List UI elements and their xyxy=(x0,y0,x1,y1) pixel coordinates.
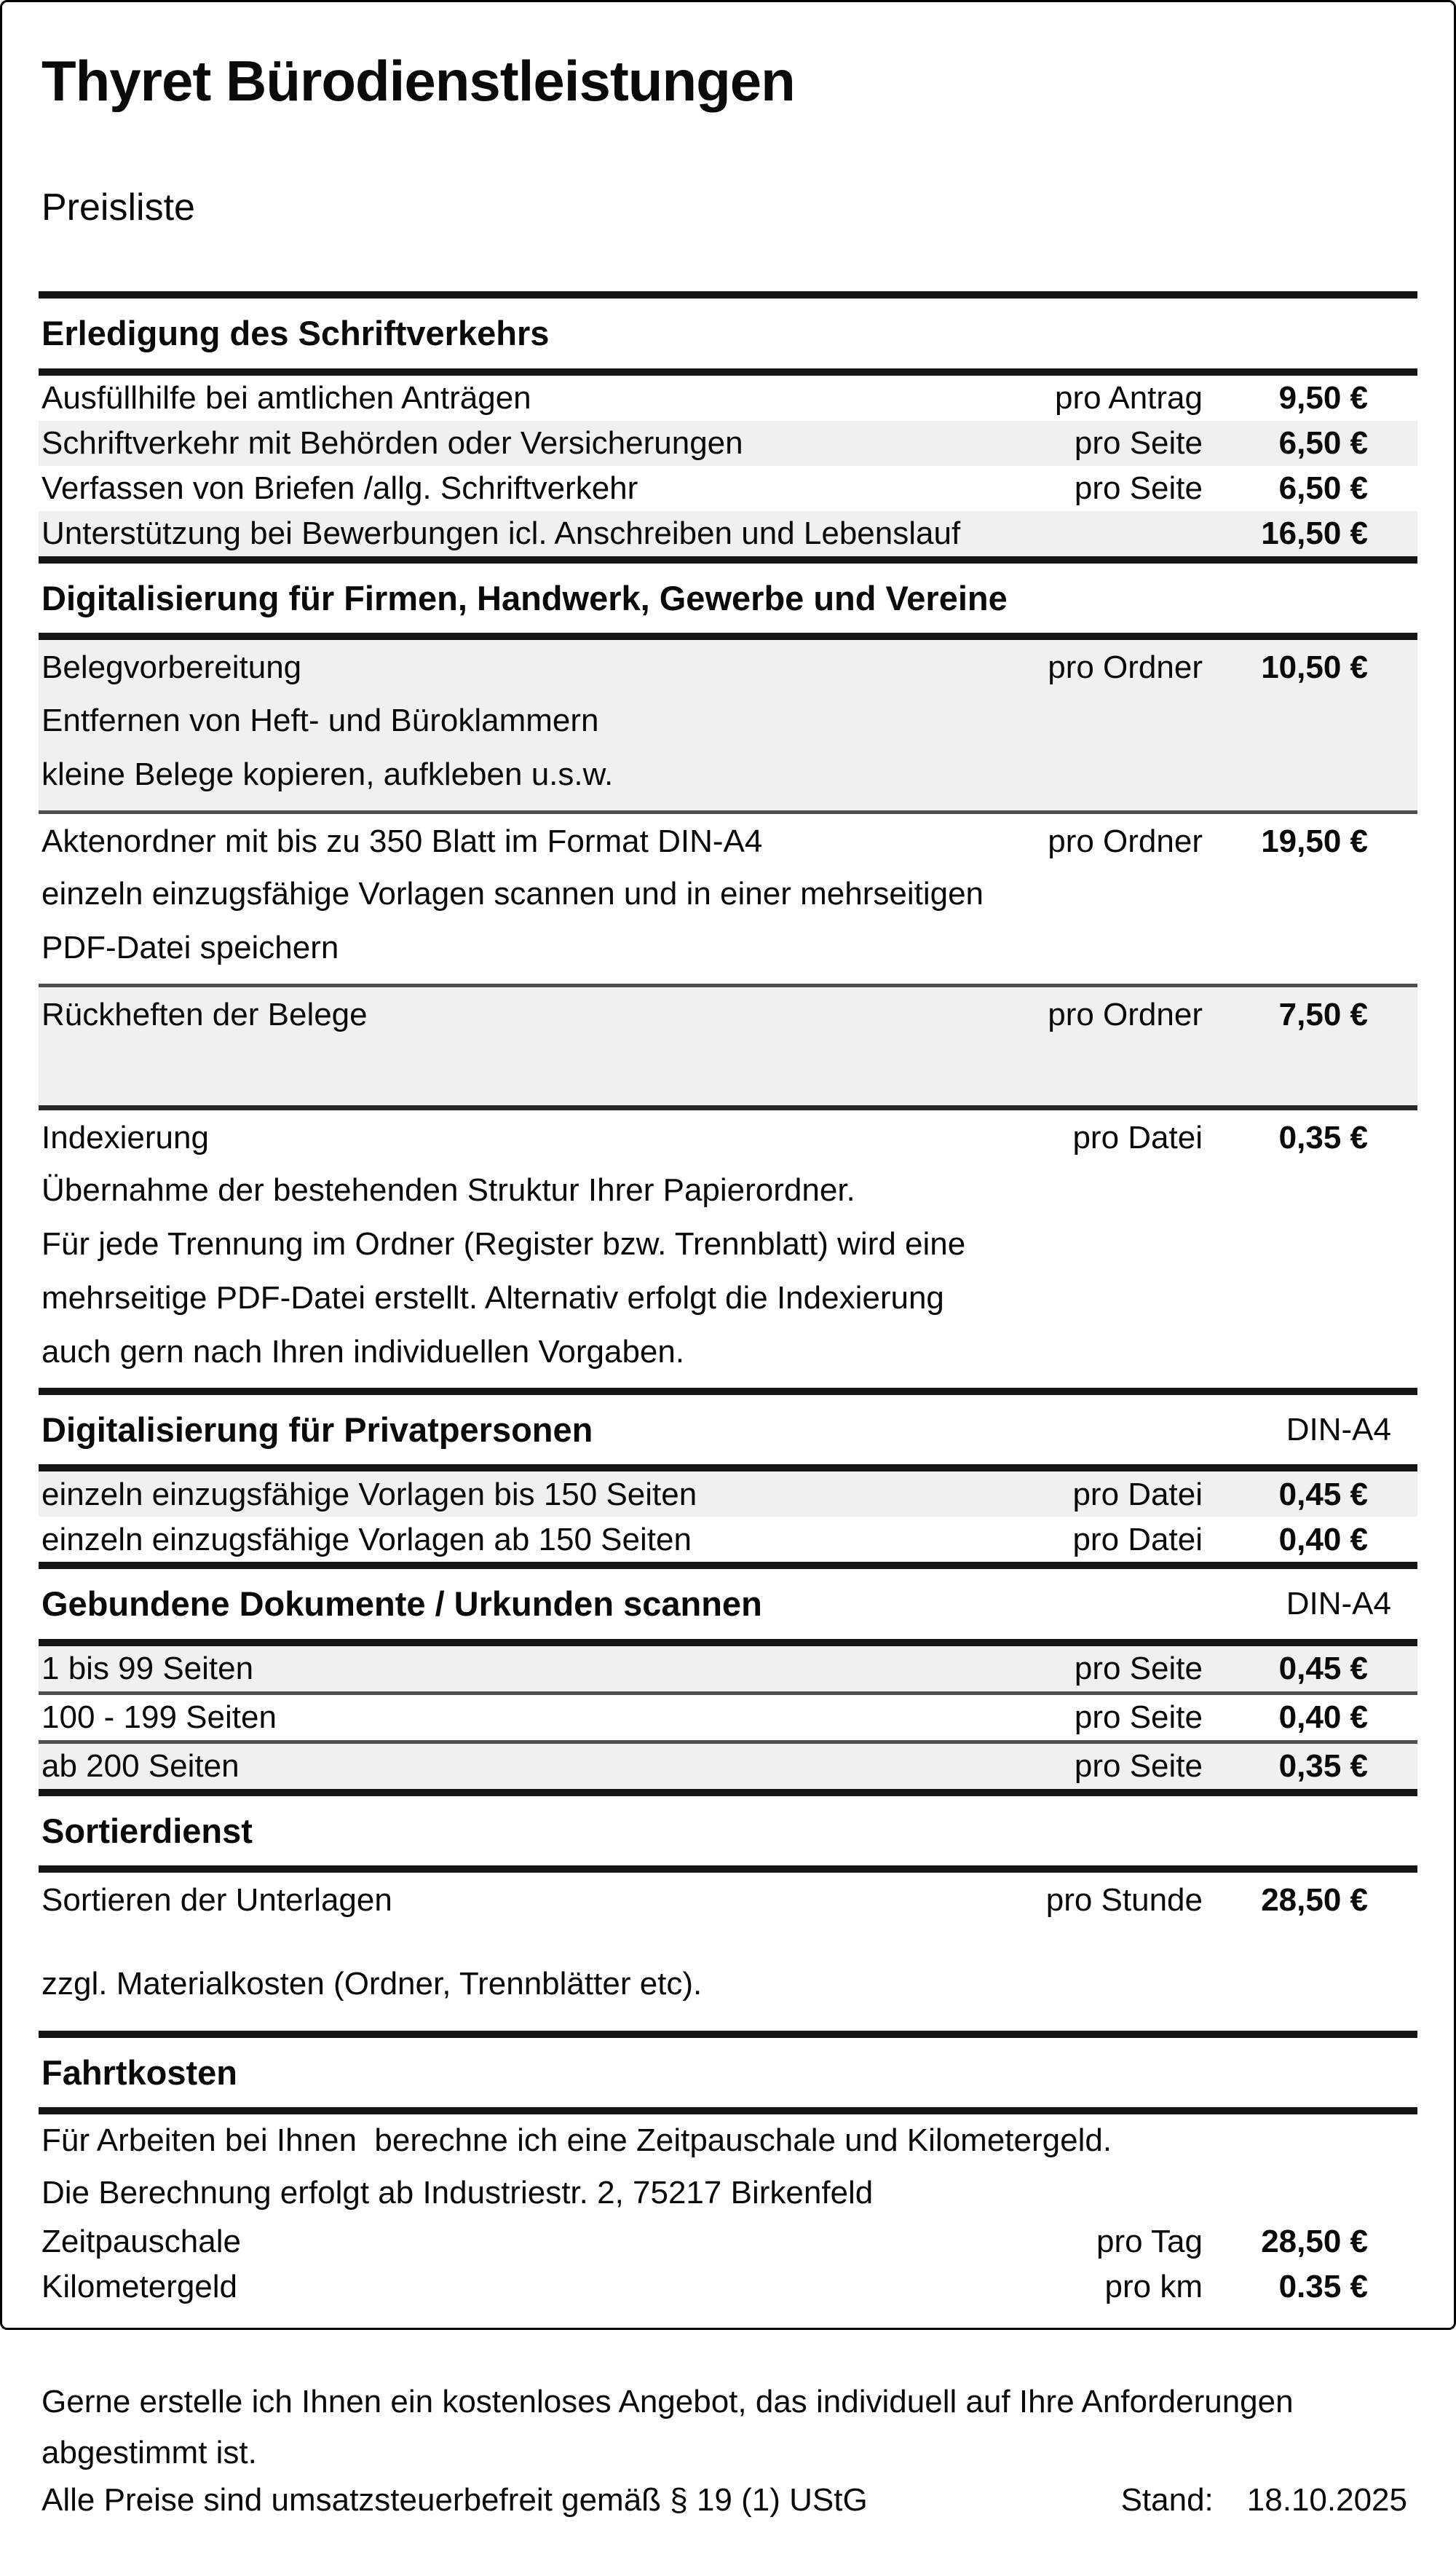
row-note: einzeln einzugsfähige Vorlagen scannen und in einer mehrseitigen xyxy=(41,876,984,912)
row-label: Kilometergeld xyxy=(41,2269,238,2305)
row-label: Aktenordner mit bis zu 350 Blatt im Format DIN-A4 xyxy=(41,823,763,859)
table-row-group xyxy=(39,814,1417,984)
row-unit: pro Datei xyxy=(1072,1119,1203,1155)
row-unit: pro Seite xyxy=(1074,425,1203,462)
row-unit: pro Seite xyxy=(1074,470,1203,507)
section-intro-line: Die Berechnung erfolgt ab Industriestr. 2, 75217 Birkenfeld xyxy=(41,2175,874,2211)
section-divider xyxy=(39,1464,1417,1471)
row-label: Schriftverkehr mit Behörden oder Versicherungen xyxy=(41,425,743,462)
row-price: 28,50 € xyxy=(1261,1882,1368,1919)
section-title: Digitalisierung für Firmen, Handwerk, Gewerbe und Vereine xyxy=(41,578,1008,617)
row-price: 0,40 € xyxy=(1278,1699,1368,1736)
table-row-group xyxy=(39,1110,1417,1388)
table-row xyxy=(39,2264,1417,2310)
row-unit: pro km xyxy=(1104,2269,1203,2305)
row-price: 0,35 € xyxy=(1278,1748,1368,1785)
row-unit: pro Seite xyxy=(1074,1748,1203,1785)
row-price: 10,50 € xyxy=(1261,649,1368,686)
row-divider xyxy=(39,1105,1417,1110)
row-label: Verfassen von Briefen /allg. Schriftverkehr xyxy=(41,470,638,507)
row-note: Übernahme der bestehenden Struktur Ihrer Papierordner. xyxy=(41,1172,855,1208)
row-label: ab 200 Seiten xyxy=(41,1748,240,1785)
row-price: 0,45 € xyxy=(1278,1476,1368,1512)
section-header-sortierdienst xyxy=(39,1796,1417,1865)
row-note: PDF-Datei speichern xyxy=(41,930,339,966)
row-label: Zeitpauschale xyxy=(41,2224,241,2260)
row-label: 1 bis 99 Seiten xyxy=(41,1651,254,1687)
row-label: Rückheften der Belege xyxy=(41,997,368,1033)
table-row xyxy=(39,1471,1417,1517)
row-unit: pro Seite xyxy=(1074,1699,1203,1736)
section-header-digitalisierung-firmen xyxy=(39,564,1417,633)
section-title: Digitalisierung für Privatpersonen xyxy=(41,1410,593,1449)
section-header-gebundene-dokumente xyxy=(39,1569,1417,1638)
section-divider xyxy=(39,1865,1417,1873)
table-row xyxy=(39,1744,1417,1789)
row-label: einzeln einzugsfähige Vorlagen ab 150 Seiten xyxy=(41,1521,692,1557)
section-divider xyxy=(39,291,1417,299)
table-row xyxy=(39,1517,1417,1562)
row-price: 0,45 € xyxy=(1278,1651,1368,1687)
row-note: Für jede Trennung im Ordner (Register bzw. Trennblatt) wird eine xyxy=(41,1225,966,1262)
row-unit: pro Ordner xyxy=(1048,997,1203,1033)
row-price: 6,50 € xyxy=(1278,470,1368,507)
table-row xyxy=(39,1873,1417,1927)
section-divider xyxy=(39,1639,1417,1646)
row-note: kleine Belege kopieren, aufkleben u.s.w. xyxy=(41,756,614,792)
version-date xyxy=(1121,2478,1417,2521)
section-header-fahrtkosten xyxy=(39,2038,1417,2107)
row-unit: pro Seite xyxy=(1074,1651,1203,1687)
row-price: 19,50 € xyxy=(1261,823,1368,859)
table-row xyxy=(39,2219,1417,2264)
section-header-schriftverkehr xyxy=(39,299,1417,368)
row-note: Entfernen von Heft- und Büroklammern xyxy=(41,702,599,738)
row-label: einzeln einzugsfähige Vorlagen bis 150 Seiten xyxy=(41,1476,697,1512)
section-header-digitalisierung-privat xyxy=(39,1395,1417,1464)
table-row-group xyxy=(39,987,1417,1105)
row-price: 6,50 € xyxy=(1278,425,1368,462)
table-row xyxy=(39,987,1417,1042)
table-row xyxy=(39,511,1417,556)
table-row-group xyxy=(39,1873,1417,2030)
section-divider xyxy=(39,556,1417,564)
row-unit: pro Ordner xyxy=(1048,823,1203,859)
table-row xyxy=(39,1646,1417,1691)
section-divider xyxy=(39,1562,1417,1569)
table-row xyxy=(39,466,1417,511)
stand-date: 18.10.2025 xyxy=(1246,2482,1407,2519)
section-divider xyxy=(39,2031,1417,2038)
tax-exemption-note: Alle Preise sind umsatzsteuerbefreit gemäß § 19 (1) UStG xyxy=(41,2482,868,2519)
table-row xyxy=(39,814,1417,869)
section-format-label: DIN-A4 xyxy=(1286,1411,1391,1447)
section-divider xyxy=(39,368,1417,376)
table-row xyxy=(39,1695,1417,1740)
section-title: Sortierdienst xyxy=(41,1811,253,1850)
section-divider xyxy=(39,1789,1417,1796)
row-label: Indexierung xyxy=(41,1119,209,1155)
row-note: auch gern nach Ihren individuellen Vorgaben. xyxy=(41,1333,685,1370)
row-price: 28,50 € xyxy=(1261,2224,1368,2260)
table-row xyxy=(39,640,1417,695)
section-title: Fahrtkosten xyxy=(41,2053,237,2092)
page-subtitle: Preisliste xyxy=(41,186,195,229)
page-title: Thyret Bürodienstleistungen xyxy=(41,49,795,113)
row-note: zzgl. Materialkosten (Ordner, Trennblätter etc). xyxy=(41,1965,703,2002)
table-row xyxy=(39,1110,1417,1165)
table-row xyxy=(39,421,1417,466)
row-label: Ausfüllhilfe bei amtlichen Anträgen xyxy=(41,380,531,416)
row-note: mehrseitige PDF-Datei erstellt. Alternativ erfolgt die Indexierung xyxy=(41,1279,944,1316)
row-unit: pro Tag xyxy=(1096,2224,1203,2260)
section-title: Gebundene Dokumente / Urkunden scannen xyxy=(41,1584,762,1624)
section-intro-line: Für Arbeiten bei Ihnen berechne ich eine Zeitpauschale und Kilometergeld. xyxy=(41,2122,1112,2159)
footer xyxy=(39,2478,1417,2552)
row-label: 100 - 199 Seiten xyxy=(41,1699,277,1736)
row-label: Sortieren der Unterlagen xyxy=(41,1882,392,1919)
closing-paragraph: Gerne erstelle ich Ihnen ein kostenloses Angebot, das individuell auf Ihre Anforderungen abgestimmt ist. xyxy=(41,2384,1294,2471)
section-divider xyxy=(39,1388,1417,1395)
section-divider xyxy=(39,633,1417,640)
row-unit: pro Ordner xyxy=(1048,649,1203,686)
table-row-group xyxy=(39,640,1417,810)
row-price: 0.35 € xyxy=(1278,2269,1368,2305)
row-unit: pro Stunde xyxy=(1045,1882,1203,1919)
section-divider xyxy=(39,2107,1417,2114)
row-label: Belegvorbereitung xyxy=(41,649,302,686)
row-unit: pro Datei xyxy=(1072,1521,1203,1557)
row-price: 9,50 € xyxy=(1278,380,1368,416)
row-unit: pro Datei xyxy=(1072,1476,1203,1512)
row-price: 7,50 € xyxy=(1278,997,1368,1033)
table-row xyxy=(39,376,1417,421)
row-label: Unterstützung bei Bewerbungen icl. Anschreiben und Lebenslauf xyxy=(41,515,961,552)
row-price: 16,50 € xyxy=(1261,515,1368,552)
row-price: 0,35 € xyxy=(1278,1119,1368,1155)
section-format-label: DIN-A4 xyxy=(1286,1586,1391,1622)
row-unit: pro Antrag xyxy=(1054,380,1203,416)
section-title: Erledigung des Schriftverkehrs xyxy=(41,314,550,353)
row-price: 0,40 € xyxy=(1278,1521,1368,1557)
stand-label: Stand: xyxy=(1120,2482,1214,2519)
